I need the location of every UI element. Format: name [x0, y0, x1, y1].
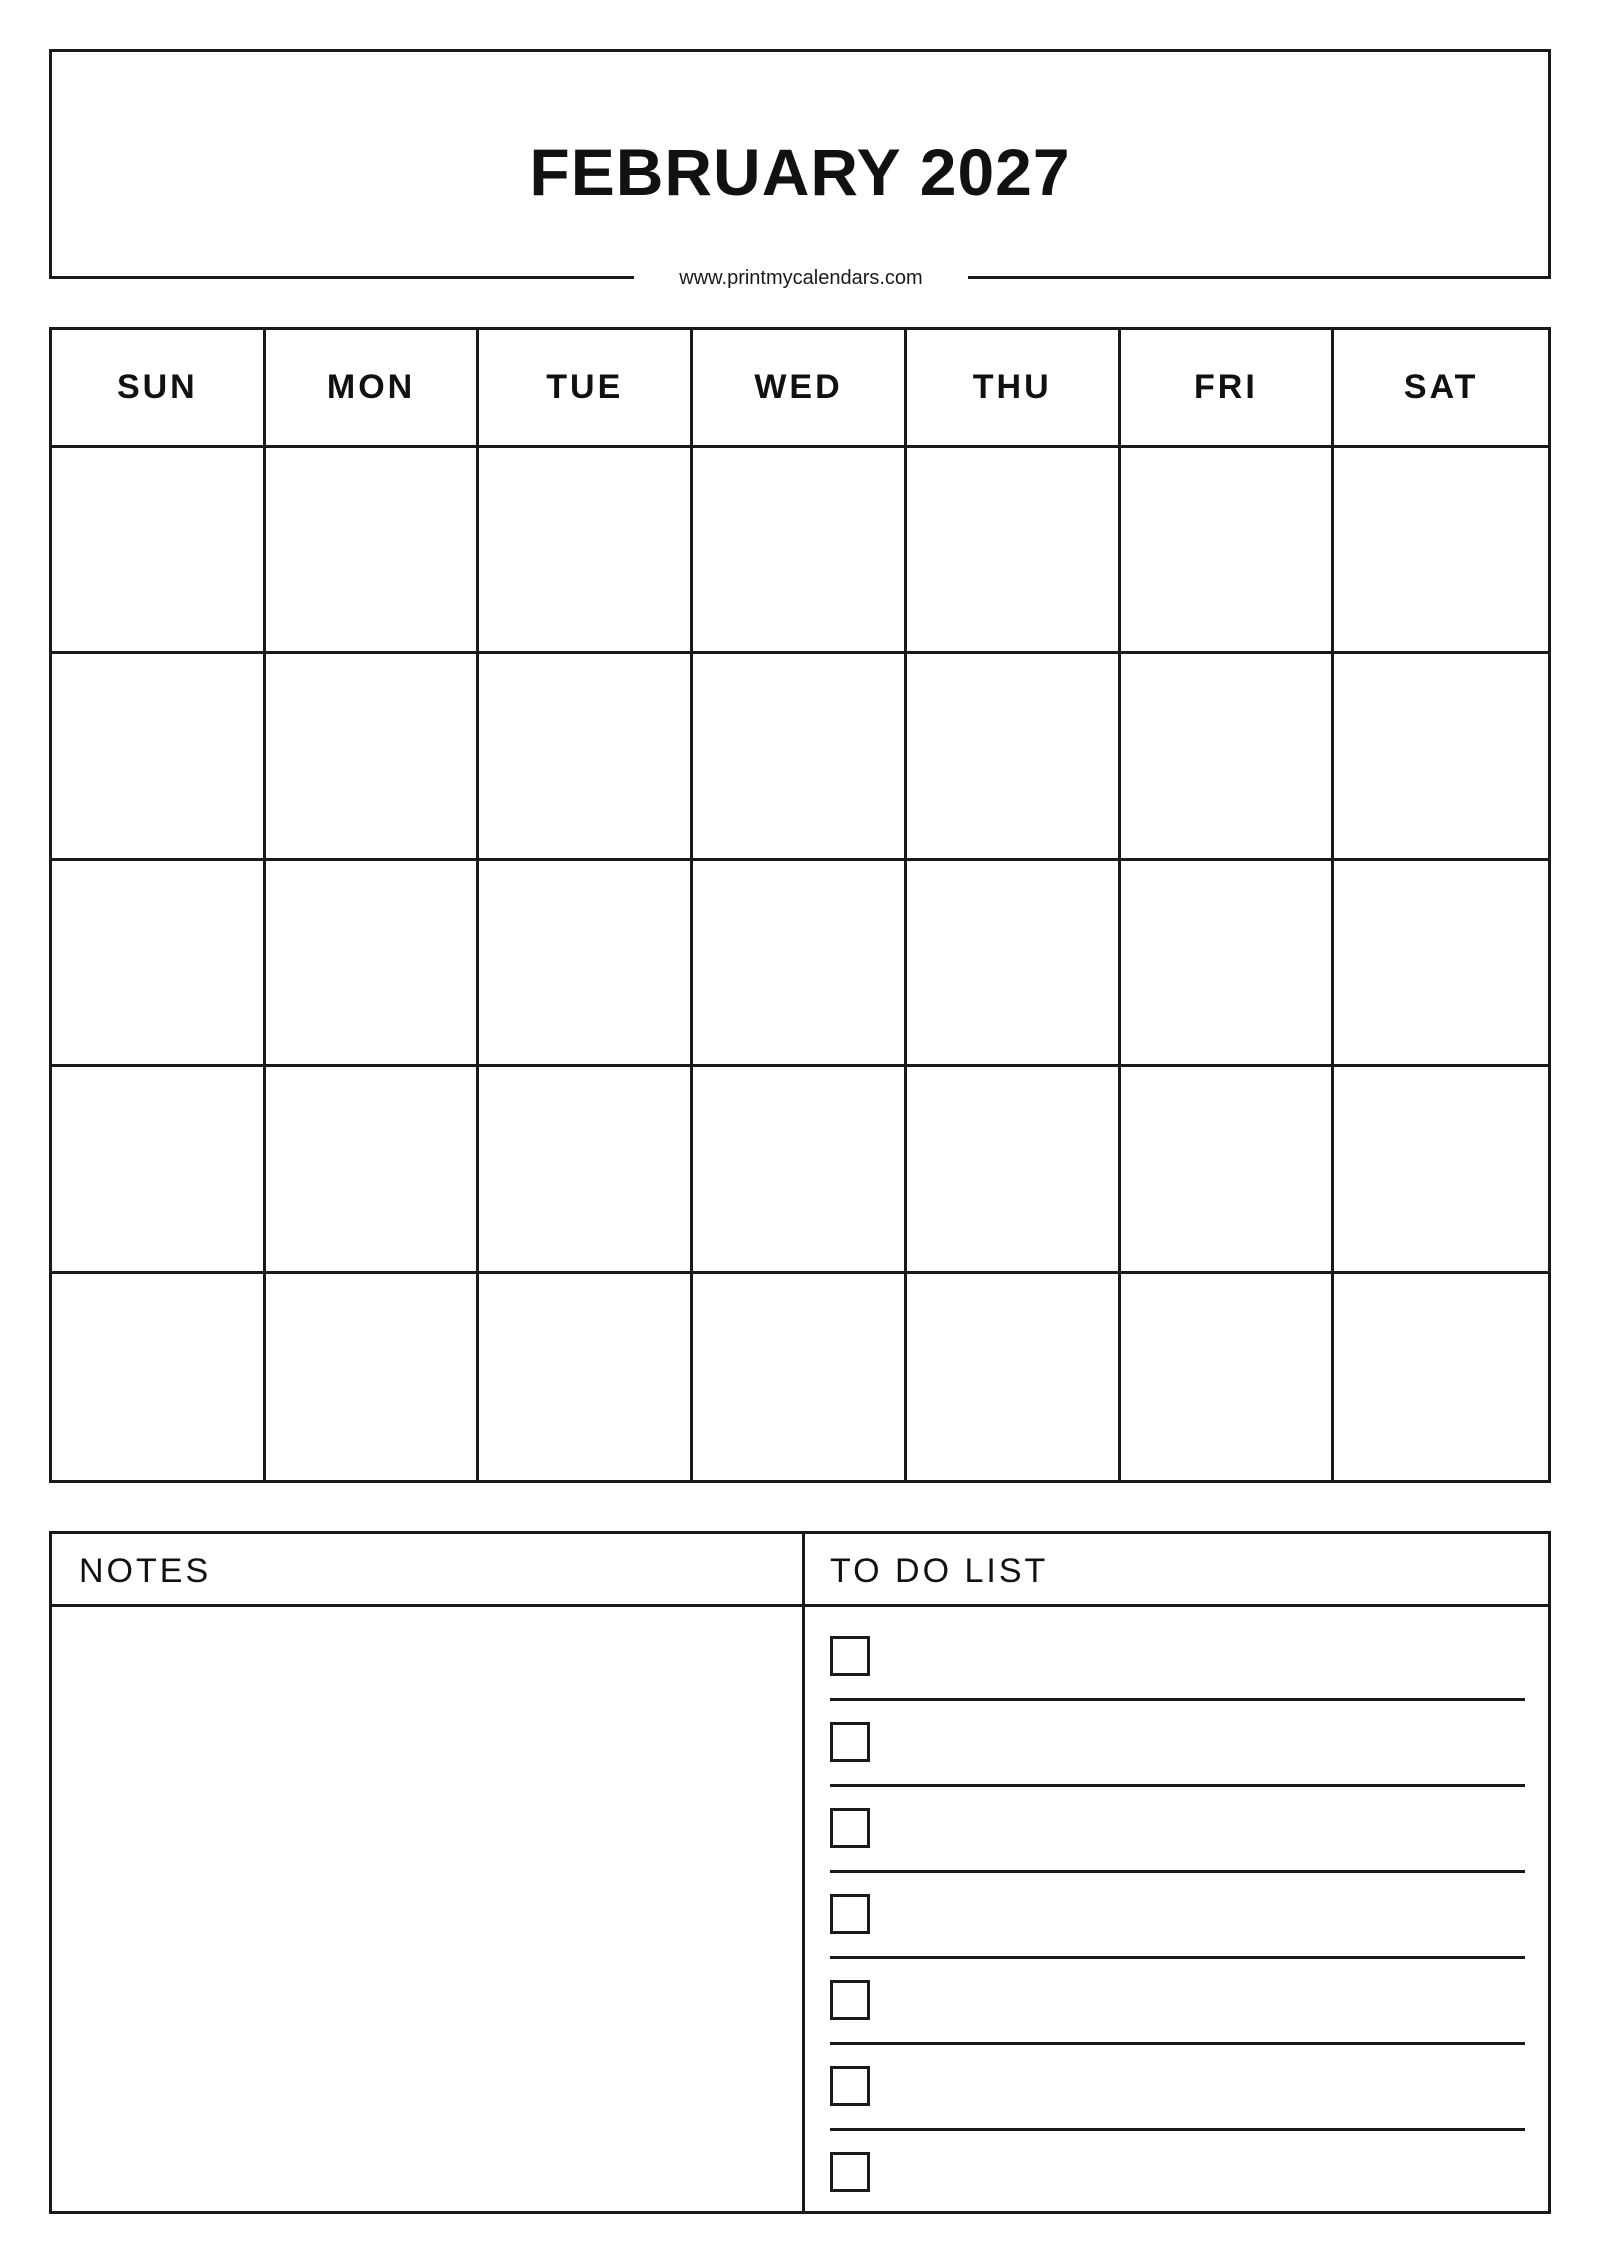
day-cell[interactable] — [907, 1274, 1121, 1480]
day-cell[interactable] — [1121, 448, 1335, 654]
day-cell[interactable] — [479, 1067, 693, 1273]
day-cell[interactable] — [1334, 654, 1548, 860]
day-cell[interactable] — [52, 654, 266, 860]
panel-header-line — [52, 1604, 1548, 1607]
todo-checkbox[interactable] — [830, 1636, 870, 1676]
todo-heading: TO DO LIST — [830, 1552, 1049, 1590]
weekday-header-thu: THU — [907, 330, 1121, 448]
todo-checkbox[interactable] — [830, 2152, 870, 2192]
day-cell[interactable] — [693, 448, 907, 654]
day-cell[interactable] — [1121, 654, 1335, 860]
day-cell[interactable] — [266, 448, 480, 654]
day-cell[interactable] — [52, 1274, 266, 1480]
day-cell[interactable] — [907, 448, 1121, 654]
todo-item — [830, 2066, 1525, 2152]
day-cell[interactable] — [52, 861, 266, 1067]
todo-line[interactable] — [830, 2128, 1525, 2131]
day-cell[interactable] — [907, 654, 1121, 860]
day-cell[interactable] — [266, 1274, 480, 1480]
day-cell[interactable] — [266, 1067, 480, 1273]
todo-item — [830, 1722, 1525, 1808]
day-cell[interactable] — [693, 654, 907, 860]
day-cell[interactable] — [479, 654, 693, 860]
day-cell[interactable] — [266, 861, 480, 1067]
day-cell[interactable] — [1121, 1274, 1335, 1480]
todo-item — [830, 1980, 1525, 2066]
todo-checkbox[interactable] — [830, 1722, 870, 1762]
day-cell[interactable] — [1121, 861, 1335, 1067]
todo-line[interactable] — [830, 1956, 1525, 1959]
weekday-header-sun: SUN — [52, 330, 266, 448]
weekday-header-wed: WED — [693, 330, 907, 448]
day-cell[interactable] — [1334, 861, 1548, 1067]
todo-line[interactable] — [830, 2042, 1525, 2045]
title-box — [49, 49, 1551, 279]
day-cell[interactable] — [693, 1067, 907, 1273]
website-url: www.printmycalendars.com — [679, 267, 923, 289]
panel-divider — [802, 1534, 805, 2211]
day-cell[interactable] — [907, 861, 1121, 1067]
day-cell[interactable] — [479, 861, 693, 1067]
todo-checkbox[interactable] — [830, 1808, 870, 1848]
weekday-header-fri: FRI — [1121, 330, 1335, 448]
todo-item — [830, 2152, 1525, 2238]
day-cell[interactable] — [1121, 1067, 1335, 1273]
day-cell[interactable] — [907, 1067, 1121, 1273]
day-cell[interactable] — [1334, 1274, 1548, 1480]
day-cell[interactable] — [52, 448, 266, 654]
weekday-header-tue: TUE — [479, 330, 693, 448]
page-title: FEBRUARY 2027 — [529, 135, 1071, 209]
day-cell[interactable] — [693, 1274, 907, 1480]
todo-line[interactable] — [830, 1870, 1525, 1873]
notes-heading: NOTES — [79, 1552, 212, 1590]
weekday-header-sat: SAT — [1334, 330, 1548, 448]
day-cell[interactable] — [1334, 1067, 1548, 1273]
calendar-grid — [49, 327, 1551, 1483]
weekday-header-mon: MON — [266, 330, 480, 448]
todo-item — [830, 1808, 1525, 1894]
day-cell[interactable] — [479, 448, 693, 654]
day-cell[interactable] — [693, 861, 907, 1067]
day-cell[interactable] — [479, 1274, 693, 1480]
day-cell[interactable] — [52, 1067, 266, 1273]
todo-item — [830, 1636, 1525, 1722]
day-cell[interactable] — [1334, 448, 1548, 654]
todo-checkbox[interactable] — [830, 1980, 870, 2020]
day-cell[interactable] — [266, 654, 480, 860]
notes-todo-panel — [49, 1531, 1551, 2214]
todo-checkbox[interactable] — [830, 2066, 870, 2106]
todo-checkbox[interactable] — [830, 1894, 870, 1934]
todo-list — [830, 1636, 1525, 2238]
todo-line[interactable] — [830, 1698, 1525, 1701]
todo-line[interactable] — [830, 1784, 1525, 1787]
todo-item — [830, 1894, 1525, 1980]
